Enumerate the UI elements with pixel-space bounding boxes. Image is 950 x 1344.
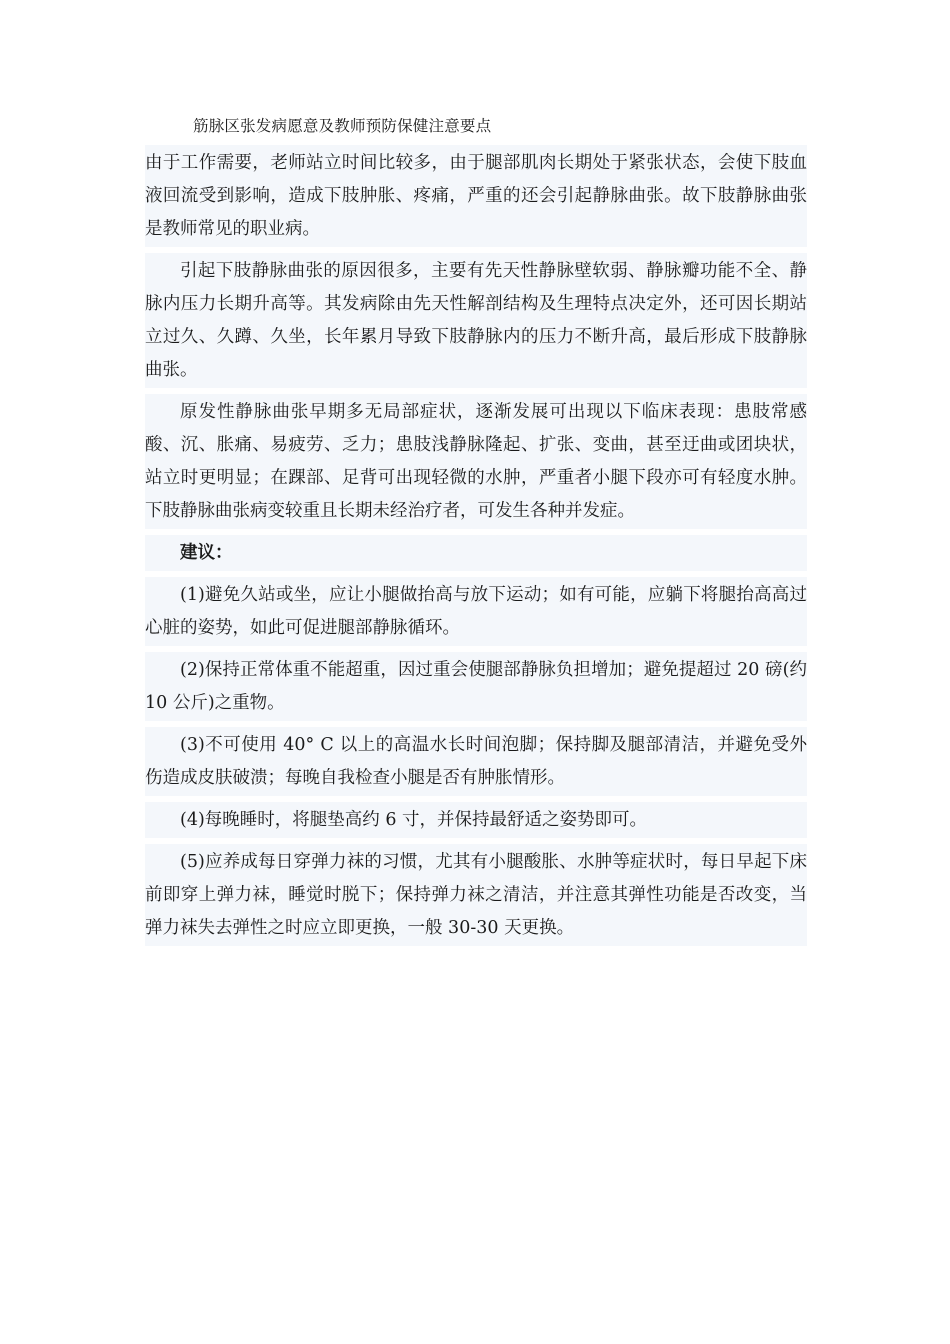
document-body <box>145 145 807 946</box>
suggestion-item-1: (1)避免久站或坐，应让小腿做抬高与放下运动；如有可能，应躺下将腿抬高高过心脏的姿势，如此可促进腿部静脉循环。 <box>145 577 807 646</box>
suggestion-item-4: (4)每晚睡时，将腿垫高约 6 寸，并保持最舒适之姿势即可。 <box>145 802 807 838</box>
suggestion-item-2: (2)保持正常体重不能超重，因过重会使腿部静脉负担增加；避免提超过 20 磅(约 10 公斤)之重物。 <box>145 652 807 721</box>
paragraph-occupational-disease: 由于工作需要，老师站立时间比较多，由于腿部肌肉长期处于紧张状态，会使下肢血液回流受到影响，造成下肢肿胀、疼痛，严重的还会引起静脉曲张。故下肢静脉曲张是教师常见的职业病。 <box>145 145 807 247</box>
suggestions-heading: 建议： <box>145 535 807 571</box>
document-title: 筋脉区张发病愿意及教师预防保健注意要点 <box>193 117 492 135</box>
suggestion-item-3: (3)不可使用 40° C 以上的高温水长时间泡脚；保持脚及腿部清洁，并避免受外伤造成皮肤破溃；每晚自我检查小腿是否有肿胀情形。 <box>145 727 807 796</box>
paragraph-causes: 引起下肢静脉曲张的原因很多，主要有先天性静脉壁软弱、静脉瓣功能不全、静脉内压力长期升高等。其发病除由先天性解剖结构及生理特点决定外，还可因长期站立过久、久蹲、久坐，长年累月导致下肢静脉内的压力不断升高，最后形成下肢静脉曲张。 <box>145 253 807 388</box>
paragraph-symptoms: 原发性静脉曲张早期多无局部症状，逐渐发展可出现以下临床表现：患肢常感酸、沉、胀痛、易疲劳、乏力；患肢浅静脉隆起、扩张、变曲，甚至迂曲或团块状，站立时更明显；在踝部、足背可出现轻微的水肿，严重者小腿下段亦可有轻度水肿。下肢静脉曲张病变较重且长期未经治疗者，可发生各种并发症。 <box>145 394 807 529</box>
suggestion-item-5: (5)应养成每日穿弹力袜的习惯，尤其有小腿酸胀、水肿等症状时，每日早起下床前即穿上弹力袜，睡觉时脱下；保持弹力袜之清洁，并注意其弹性功能是否改变，当弹力袜失去弹性之时应立即更换，一般 30-30 天更换。 <box>145 844 807 946</box>
